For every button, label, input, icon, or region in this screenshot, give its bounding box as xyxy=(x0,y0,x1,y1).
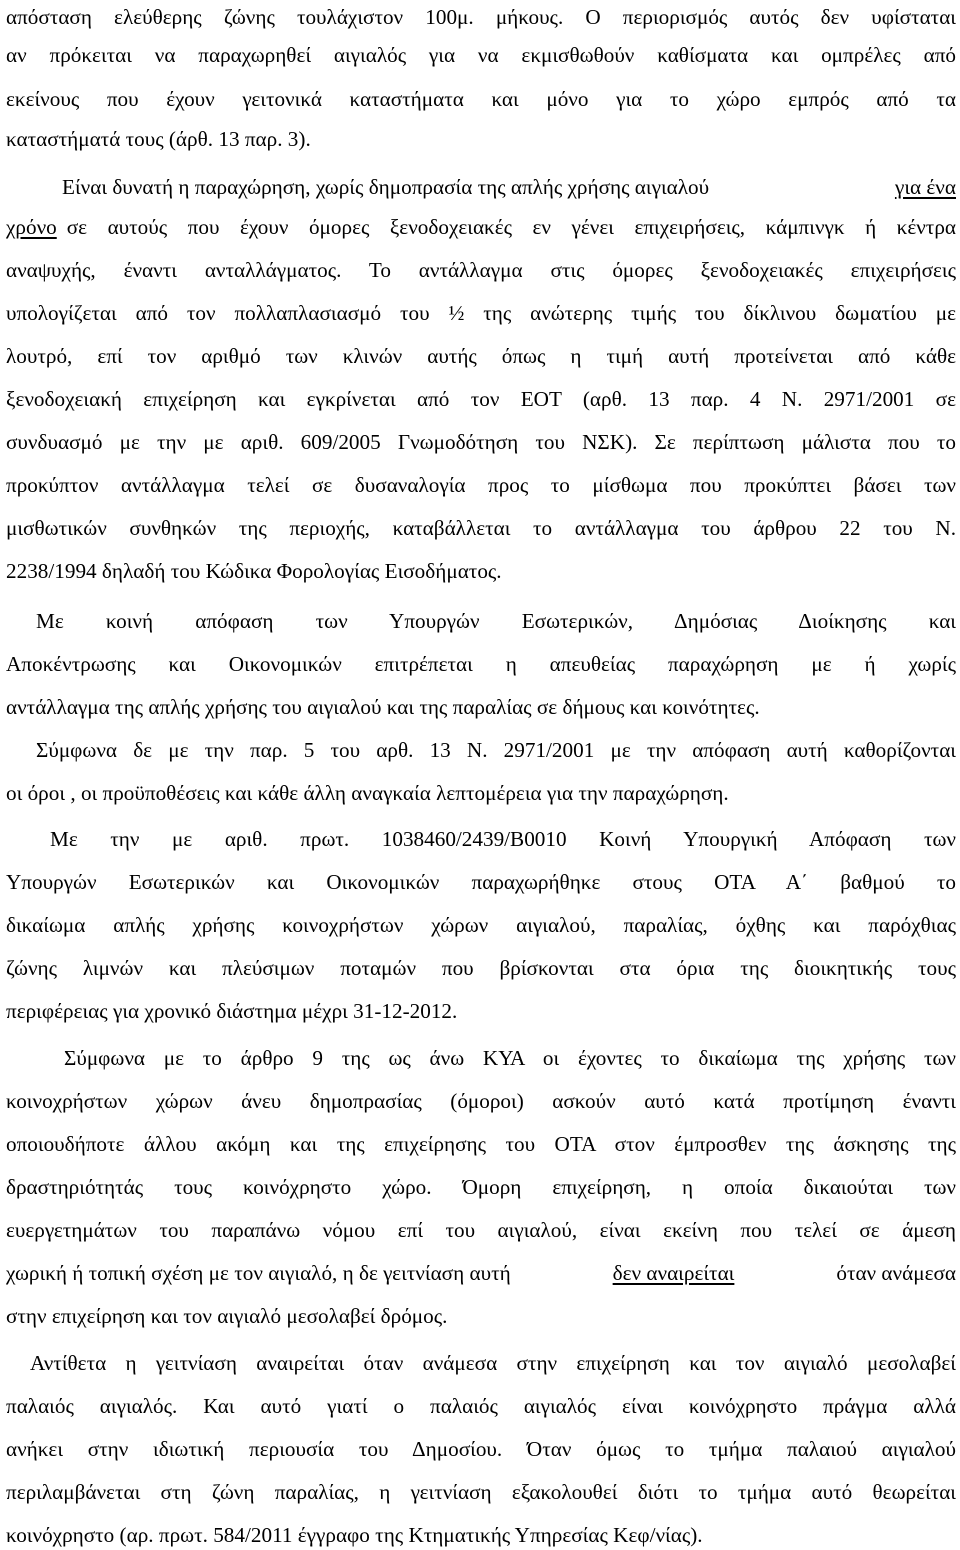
p7-line-5: κοινόχρηστο (αρ. πρωτ. 584/2011 έγγραφο της Κτηματικής Υπηρεσίας Κεφ/νίας). xyxy=(6,1523,703,1547)
p2-line-3: αναψυχής, έναντι ανταλλάγματος. Το αντάλλαγμα στις όμορες ξενοδοχειακές επιχειρήσεις xyxy=(6,258,956,282)
p3-line-2: Αποκέντρωσης και Οικονομικών επιτρέπεται η απευθείας παραχώρηση με ή χωρίς xyxy=(6,652,956,676)
p2-line-1-text: Είναι δυνατή η παραχώρηση, χωρίς δημοπρασία της απλής χρήσης αιγιαλού xyxy=(62,175,710,199)
p6-line-2: κοινοχρήστων χώρων άνευ δημοπρασίας (όμοροι) ασκούν αυτό κατά προτίμηση έναντι xyxy=(6,1089,956,1113)
document-page xyxy=(6,0,956,1550)
p4-line-2: οι όροι , οι προϋποθέσεις και κάθε άλλη αναγκαία λεπτομέρεια για την παραχώρηση. xyxy=(6,781,729,805)
p6-line-6 xyxy=(6,1258,956,1288)
p1-line-4: καταστήματά τους (άρθ. 13 παρ. 3). xyxy=(6,127,311,151)
p2-line-1 xyxy=(62,172,956,202)
p2-line-5: λουτρό, επί τον αριθμό των κλινών αυτής όπως η τιμή αυτή προτείνεται από κάθε xyxy=(6,344,956,368)
p2-line-10: 2238/1994 δηλαδή του Κώδικα Φορολογίας Εισοδήματος. xyxy=(6,559,502,583)
p1-line-2: αν πρόκειται να παραχωρηθεί αιγιαλός για να εκμισθωθούν καθίσματα και ομπρέλες από xyxy=(6,43,956,67)
p7-line-1: Αντίθετα η γειτνίαση αναιρείται όταν ανάμεσα στην επιχείρηση και τον αιγιαλό μεσολαβεί xyxy=(30,1351,956,1375)
p6-line-7: στην επιχείρηση και τον αιγιαλό μεσολαβεί δρόμος. xyxy=(6,1304,448,1328)
p3-line-1: Με κοινή απόφαση των Υπουργών Εσωτερικών, Δημόσιας Διοίκησης και xyxy=(36,609,956,633)
p2-underlined-phrase-b: χρόνο xyxy=(6,215,57,239)
p4-line-1: Σύμφωνα δε με την παρ. 5 του αρθ. 13 Ν. 2971/2001 με την απόφαση αυτή καθορίζονται xyxy=(36,738,956,762)
p5-line-3: δικαίωμα απλής χρήσης κοινοχρήστων χώρων αιγιαλού, παραλίας, όχθης και παρόχθιας xyxy=(6,913,956,937)
p6-underlined-phrase: δεν αναιρείται xyxy=(612,1261,735,1285)
p2-line-2-text: σε αυτούς που έχουν όμορες ξενοδοχειακές εν γένει επιχειρήσεις, κάμπινγκ ή κέντρα xyxy=(66,215,956,239)
p5-line-2: Υπουργών Εσωτερικών και Οικονομικών παραχωρήθηκε στους ΟΤΑ Α΄ βαθμού το xyxy=(6,870,956,894)
p2-line-2 xyxy=(6,212,956,242)
p6-line-4: δραστηριότητάς τους κοινόχρηστο χώρο. Όμορη επιχείρηση, η οποία δικαιούται των xyxy=(6,1175,956,1199)
p5-line-5: περιφέρειας για χρονικό διάστημα μέχρι 31-12-2012. xyxy=(6,999,458,1023)
p5-line-4: ζώνης λιμνών και πλεύσιμων ποταμών που βρίσκονται στα όρια της διοικητικής τους xyxy=(6,956,956,980)
p2-underlined-phrase-a: για ένα xyxy=(894,175,956,199)
p7-line-3: ανήκει στην ιδιωτική περιουσία του Δημοσίου. Όταν όμως το τμήμα παλαιού αιγιαλού xyxy=(6,1437,956,1461)
p6-line-6-text-a: χωρική ή τοπική σχέση με τον αιγιαλό, η δε γειτνίαση αυτή xyxy=(6,1261,511,1285)
p2-line-8: προκύπτον αντάλλαγμα τελεί σε δυσαναλογία προς το μίσθωμα που προκύπτει βάσει των xyxy=(6,473,956,497)
p5-line-1: Με την με αριθ. πρωτ. 1038460/2439/Β0010 Κοινή Υπουργική Απόφαση των xyxy=(50,827,956,851)
p6-line-3: οποιουδήποτε άλλου ακόμη και της επιχείρησης του ΟΤΑ στον έμπροσθεν της άσκησης της xyxy=(6,1132,956,1156)
p6-line-1: Σύμφωνα με το άρθρο 9 της ως άνω ΚΥΑ οι έχοντες το δικαίωμα της χρήσης των xyxy=(64,1046,956,1070)
p2-line-9: μισθωτικών συνθηκών της περιοχής, καταβάλλεται το αντάλλαγμα του άρθρου 22 του Ν. xyxy=(6,516,956,540)
p2-line-6: ξενοδοχειακή επιχείρηση και εγκρίνεται από τον ΕΟΤ (αρθ. 13 παρ. 4 Ν. 2971/2001 σε xyxy=(6,387,956,411)
p1-line-1: απόσταση ελεύθερης ζώνης τουλάχιστον 100μ. μήκους. Ο περιορισμός αυτός δεν υφίσταται xyxy=(6,5,956,29)
p7-line-2: παλαιός αιγιαλός. Και αυτό γιατί ο παλαιός αιγιαλός είναι κοινόχρηστο πράγμα αλλά xyxy=(6,1394,956,1418)
p2-line-7: συνδυασμό με την με αριθ. 609/2005 Γνωμοδότηση του ΝΣΚ). Σε περίπτωση μάλιστα που το xyxy=(6,430,956,454)
p2-line-4: υπολογίζεται από τον πολλαπλασιασμό του ½ της ανώτερης τιμής του δίκλινου δωματίου με xyxy=(6,301,956,325)
p3-line-3: αντάλλαγμα της απλής χρήσης του αιγιαλού και της παραλίας σε δήμους και κοινότητες. xyxy=(6,695,760,719)
p6-line-6-text-b: όταν ανάμεσα xyxy=(836,1261,956,1285)
p1-line-3: εκείνους που έχουν γειτονικά καταστήματα και μόνο για το χώρο εμπρός από τα xyxy=(6,87,956,111)
p7-line-4: περιλαμβάνεται στη ζώνη παραλίας, η γειτνίαση εξακολουθεί διότι το τμήμα αυτό θεωρείται xyxy=(6,1480,956,1504)
p6-line-5: ευεργετημάτων του παραπάνω νόμου επί του αιγιαλού, είναι εκείνη που τελεί σε άμεση xyxy=(6,1218,956,1242)
